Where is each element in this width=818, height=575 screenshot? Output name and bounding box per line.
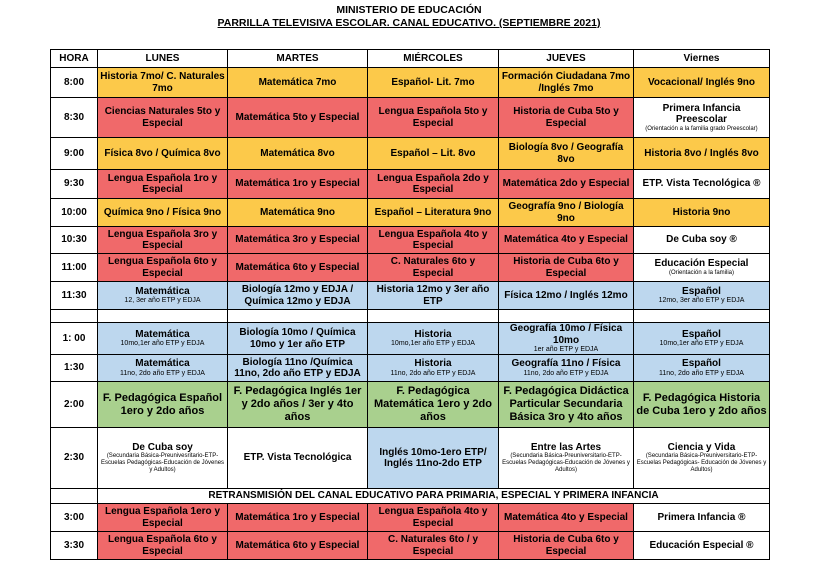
cell-martes: Matemática 1ro y Especial xyxy=(228,170,368,199)
table-row xyxy=(51,199,770,227)
cell-sub: 12mo, 3er año ETP y EDJA xyxy=(658,297,745,305)
cell-martes: Matemática 8vo xyxy=(228,138,368,170)
cell-main: Educación Especial xyxy=(654,258,749,270)
cell-martes: Matemática 6to y Especial xyxy=(228,532,368,560)
cell-miercoles xyxy=(368,355,499,382)
table-row xyxy=(51,138,770,170)
cell-miercoles: C. Naturales 6to y Especial xyxy=(368,254,499,282)
cell-sub: 10mo,1er año ETP y EDJA xyxy=(659,340,744,348)
cell-miercoles: Español – Lit. 8vo xyxy=(368,138,499,170)
schedule-title: PARRILLA TELEVISIVA ESCOLAR. CANAL EDUCATIVO. (SEPTIEMBRE 2021) xyxy=(217,17,601,29)
cell-jueves: Física 12mo / Inglés 12mo xyxy=(499,282,634,310)
ministry-title: MINISTERIO DE EDUCACIÓN xyxy=(336,4,482,16)
cell-miercoles xyxy=(368,323,499,355)
cell-miercoles: C. Naturales 6to / y Especial xyxy=(368,532,499,560)
cell-lunes xyxy=(98,355,228,382)
cell-lunes xyxy=(98,428,228,489)
cell-viernes xyxy=(634,98,770,138)
hora-cell: 2:30 xyxy=(51,428,98,489)
retransmision-row xyxy=(51,489,770,504)
cell-martes: Matemática 3ro y Especial xyxy=(228,227,368,254)
cell-lunes: Lengua Española 1ro y Especial xyxy=(98,170,228,199)
cell-martes: Biología 11no /Química 11no, 2do año ETP y EDJA xyxy=(228,355,368,382)
cell-martes: Matemática 9no xyxy=(228,199,368,227)
hora-cell: 11:00 xyxy=(51,254,98,282)
cell-martes: Matemática 1ro y Especial xyxy=(228,504,368,532)
cell-miercoles: Lengua Española 5to y Especial xyxy=(368,98,499,138)
cell-miercoles: Español- Lit. 7mo xyxy=(368,68,499,98)
cell-jueves: Biología 8vo / Geografía 8vo xyxy=(499,138,634,170)
cell-miercoles: Historia 12mo y 3er año ETP xyxy=(368,282,499,310)
col-jueves: JUEVES xyxy=(499,50,634,68)
hora-cell: 3:30 xyxy=(51,532,98,560)
cell-sub: (Orientación a la familia) xyxy=(668,269,735,276)
cell-martes: ETP. Vista Tecnológica xyxy=(228,428,368,489)
cell-viernes: ETP. Vista Tecnológica ® xyxy=(634,170,770,199)
cell-miercoles: Español – Literatura 9no xyxy=(368,199,499,227)
cell-viernes: F. Pedagógica Historia de Cuba 1ero y 2do años xyxy=(634,382,770,428)
cell-sub: (Secundaria Básica-Preuniversitario-ETP-Escuelas Pedagógicas-Educación de Jóvenes y Adultos) xyxy=(502,453,630,474)
cell-main: Español xyxy=(682,328,721,340)
hora-cell: 1:30 xyxy=(51,355,98,382)
cell-jueves: Formación Ciudadana 7mo /Inglés 7mo xyxy=(499,68,634,98)
cell-sub: (Secundaria Básica-Preunivesritario-ETP-Escuelas Pedagógicas-Educación de Jóvenes y Adultos) xyxy=(100,453,225,474)
table-row xyxy=(51,382,770,428)
cell-lunes: Física 8vo / Química 8vo xyxy=(98,138,228,170)
cell-main: Español xyxy=(682,285,721,297)
cell-lunes: Ciencias Naturales 5to y Especial xyxy=(98,98,228,138)
cell-main: Matemática xyxy=(135,358,190,370)
retransmision-title: RETRANSMISIÓN DEL CANAL EDUCATIVO PARA PRIMARIA, ESPECIAL Y PRIMERA INFANCIA xyxy=(98,489,770,504)
cell-jueves: Historia de Cuba 6to y Especial xyxy=(499,532,634,560)
hora-cell: 8:30 xyxy=(51,98,98,138)
cell-viernes xyxy=(634,254,770,282)
cell-lunes: F. Pedagógica Español 1ero y 2do años xyxy=(98,382,228,428)
cell-viernes: Historia 8vo / Inglés 8vo xyxy=(634,138,770,170)
table-row xyxy=(51,282,770,310)
cell-lunes: Lengua Española 6to y Especial xyxy=(98,532,228,560)
hora-cell: 11:30 xyxy=(51,282,98,310)
table-row xyxy=(51,532,770,560)
cell-viernes: De Cuba soy ® xyxy=(634,227,770,254)
table-row xyxy=(51,323,770,355)
cell-sub: 11no, 2do año ETP y EDJA xyxy=(390,369,476,377)
cell-main: Geografía 10mo / Física 10mo xyxy=(509,323,623,346)
hora-cell: 9:00 xyxy=(51,138,98,170)
cell-martes: Biología 10mo / Química 10mo y 1er año ETP xyxy=(228,323,368,355)
table-row xyxy=(51,355,770,382)
cell-sub: 12, 3er año ETP y EDJA xyxy=(124,297,201,305)
cell-jueves: Geografía 9no / Biología 9no xyxy=(499,199,634,227)
col-viernes: Viernes xyxy=(634,50,770,68)
schedule-table xyxy=(50,49,770,560)
cell-sub: 1er año ETP y EDJA xyxy=(533,346,599,353)
cell-jueves: Historia de Cuba 5to y Especial xyxy=(499,98,634,138)
cell-lunes: Lengua Española 3ro y Especial xyxy=(98,227,228,254)
cell-miercoles: Inglés 10mo-1ero ETP/ Inglés 11no-2do ETP xyxy=(368,428,499,489)
page-header xyxy=(0,0,818,30)
table-row xyxy=(51,68,770,98)
cell-sub: 11no, 2do año ETP y EDJA xyxy=(523,369,609,377)
cell-main: De Cuba soy xyxy=(132,441,193,453)
cell-lunes: Química 9no / Física 9no xyxy=(98,199,228,227)
cell-lunes xyxy=(98,323,228,355)
cell-miercoles: Lengua Española 4to y Especial xyxy=(368,227,499,254)
cell-main: Primera Infancia Preescolar xyxy=(662,102,741,125)
cell-viernes xyxy=(634,355,770,382)
cell-main: Matemática xyxy=(135,285,190,297)
hora-cell: 10:00 xyxy=(51,199,98,227)
col-martes: MARTES xyxy=(228,50,368,68)
cell-lunes: Lengua Española 6to y Especial xyxy=(98,254,228,282)
cell-viernes: Primera Infancia ® xyxy=(634,504,770,532)
cell-martes: F. Pedagógica Inglés 1er y 2do años / 3er y 4to años xyxy=(228,382,368,428)
hora-cell: 10:30 xyxy=(51,227,98,254)
cell-miercoles: F. Pedagógica Matemática 1ero y 2do años xyxy=(368,382,499,428)
cell-sub: 11no, 2do año ETP y EDJA xyxy=(659,369,744,377)
cell-jueves: F. Pedagógica Didáctica Particular Secundaria Básica 3ro y 4to años xyxy=(499,382,634,428)
cell-viernes: Historia 9no xyxy=(634,199,770,227)
cell-viernes xyxy=(634,428,770,489)
table-header-row xyxy=(51,50,770,68)
cell-main: Español xyxy=(682,358,721,370)
cell-jueves: Historia de Cuba 6to y Especial xyxy=(499,254,634,282)
cell-sub: 10mo,1er año ETP y EDJA xyxy=(120,340,205,348)
cell-martes: Matemática 7mo xyxy=(228,68,368,98)
cell-sub: 11no, 2do año ETP y EDJA xyxy=(120,369,205,377)
cell-lunes: Historia 7mo/ C. Naturales 7mo xyxy=(98,68,228,98)
cell-martes: Biología 12mo y EDJA / Química 12mo y EDJA xyxy=(228,282,368,310)
cell-jueves xyxy=(499,323,634,355)
cell-lunes xyxy=(98,282,228,310)
cell-main: Historia xyxy=(414,358,452,370)
cell-lunes: Lengua Española 1ero y Especial xyxy=(98,504,228,532)
col-hora: HORA xyxy=(51,50,98,68)
hora-cell: 1: 00 xyxy=(51,323,98,355)
cell-sub: (Secundaria Básica-Preuniversitario-ETP-Escuelas Pedagógicas- Educación de Jóvenes y Adultos) xyxy=(636,453,767,474)
table-row xyxy=(51,254,770,282)
cell-main: Ciencia y Vida xyxy=(667,441,736,453)
table-row xyxy=(51,227,770,254)
cell-main: Geografía 11no / Física xyxy=(511,358,621,370)
cell-sub: (Orientación a la familia grado Preescolar) xyxy=(645,125,758,132)
cell-miercoles: Lengua Española 2do y Especial xyxy=(368,170,499,199)
cell-miercoles: Lengua Española 4to y Especial xyxy=(368,504,499,532)
cell-viernes xyxy=(634,323,770,355)
table-row xyxy=(51,428,770,489)
table-row xyxy=(51,504,770,532)
table-row xyxy=(51,170,770,199)
hora-cell: 3:00 xyxy=(51,504,98,532)
cell-martes: Matemática 6to y Especial xyxy=(228,254,368,282)
cell-jueves: Matemática 4to y Especial xyxy=(499,227,634,254)
cell-main: Historia xyxy=(414,328,452,340)
hora-cell: 9:30 xyxy=(51,170,98,199)
cell-viernes: Educación Especial ® xyxy=(634,532,770,560)
cell-jueves xyxy=(499,355,634,382)
table-row xyxy=(51,98,770,138)
cell-main: Matemática xyxy=(135,328,190,340)
cell-jueves: Matemática 2do y Especial xyxy=(499,170,634,199)
col-lunes: LUNES xyxy=(98,50,228,68)
cell-main: Entre las Artes xyxy=(530,441,602,453)
hora-cell: 8:00 xyxy=(51,68,98,98)
cell-jueves: Matemática 4to y Especial xyxy=(499,504,634,532)
hora-cell: 2:00 xyxy=(51,382,98,428)
cell-viernes: Vocacional/ Inglés 9no xyxy=(634,68,770,98)
col-miercoles: MIÉRCOLES xyxy=(368,50,499,68)
cell-viernes xyxy=(634,282,770,310)
cell-sub: 10mo,1er año ETP y EDJA xyxy=(391,340,475,348)
cell-jueves xyxy=(499,428,634,489)
cell-martes: Matemática 5to y Especial xyxy=(228,98,368,138)
spacer-row xyxy=(51,310,770,323)
